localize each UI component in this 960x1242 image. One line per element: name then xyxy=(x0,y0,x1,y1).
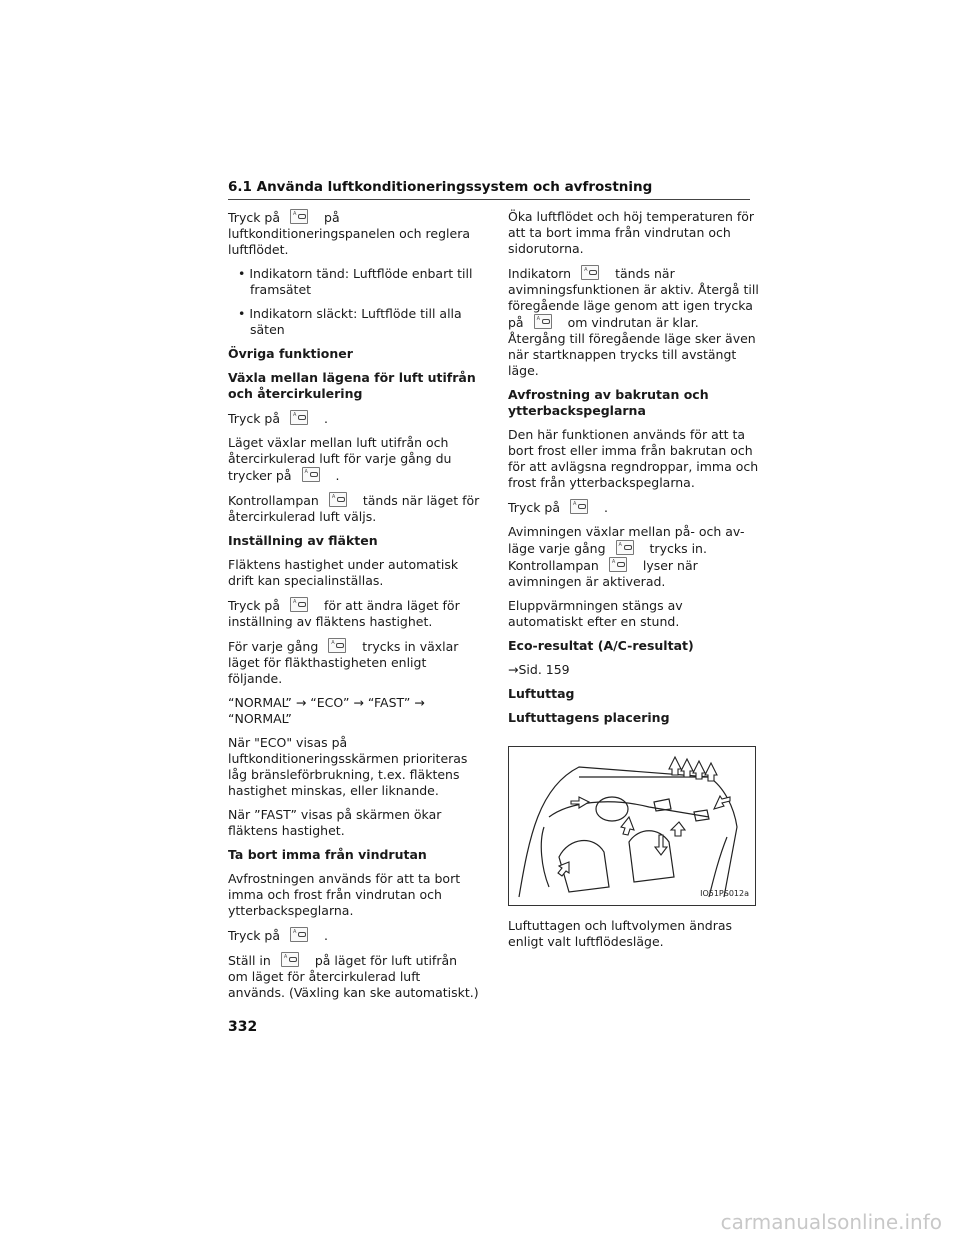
text: Läget växlar mellan luft utifrån och återcirkulerad luft för varje gång du trycker på xyxy=(228,435,452,483)
recirculation-button-icon xyxy=(302,467,320,482)
text: trycks in växlar läget för fläkthastigheten enligt följande. xyxy=(228,639,459,686)
text: Tryck på xyxy=(508,500,561,515)
text: . xyxy=(604,500,608,515)
rear-defrost-button-icon xyxy=(616,540,634,555)
heading: Övriga funktioner xyxy=(228,346,353,361)
text: på luftkonditioneringspanelen och reglera luftflödet. xyxy=(228,210,470,257)
text: För varje gång xyxy=(228,639,319,654)
heading: Luftuttagens placering xyxy=(508,710,670,725)
heading: Eco-resultat (A/C-resultat) xyxy=(508,638,694,653)
text: tänds när läget för återcirkulerad luft väljs. xyxy=(228,493,480,524)
text: Tryck på xyxy=(228,598,281,613)
text: trycks in. Kontrollampan xyxy=(508,541,707,573)
page-number: 332 xyxy=(228,1019,258,1035)
paragraph xyxy=(228,435,480,484)
paragraph xyxy=(228,638,480,687)
rear-defrost-indicator-icon xyxy=(609,557,627,572)
car-interior-drawing xyxy=(509,747,755,905)
paragraph xyxy=(508,524,760,590)
text: Avimningen växlar mellan på- och av-läge varje gång xyxy=(508,524,745,556)
fan-speed-button-icon xyxy=(328,638,346,653)
vent-location-illustration xyxy=(508,746,756,906)
list-item: • Indikatorn tänd: Luftflöde enbart till framsätet xyxy=(238,266,473,297)
heading: Inställning av fläkten xyxy=(228,533,378,548)
fan-speed-button-icon xyxy=(290,597,308,612)
figure-code: IO51PS012a xyxy=(700,889,749,898)
paragraph xyxy=(228,410,480,427)
paragraph: Fläktens hastighet under automatisk drift kan specialinställas. xyxy=(228,557,459,588)
text: Tryck på xyxy=(228,210,281,225)
recirculation-indicator-icon xyxy=(329,492,347,507)
airflow-button-icon xyxy=(290,209,308,224)
paragraph xyxy=(228,597,480,630)
paragraph xyxy=(228,927,480,944)
text: Indikatorn xyxy=(508,266,572,281)
section-header: 6.1 Använda luftkonditioneringssystem och avfrostning xyxy=(228,179,750,200)
rear-defrost-button-icon xyxy=(570,499,588,514)
windshield-defrost-button-icon xyxy=(290,927,308,942)
paragraph: →Sid. 159 xyxy=(508,662,570,677)
right-column xyxy=(508,209,760,958)
watermark: carmanualsonline.info xyxy=(720,1210,942,1234)
text: tänds när avimningsfunktionen är aktiv. Återgå till föregående läge genom att igen trycka på xyxy=(508,266,759,330)
paragraph: Eluppvärmningen stängs av automatiskt efter en stund. xyxy=(508,598,683,629)
recirculation-button-icon xyxy=(281,952,299,967)
windshield-defrost-button-icon xyxy=(534,314,552,329)
text: . xyxy=(335,468,340,483)
paragraph: Den här funktionen används för att ta bort frost eller imma från bakrutan och för att avlägsna regndroppar, imma och frost från ytterbackspeglarna. xyxy=(508,427,759,490)
paragraph xyxy=(228,952,480,1001)
left-column xyxy=(228,209,480,1009)
paragraph: Öka luftflödet och höj temperaturen för att ta bort imma från vindrutan och sidorutorna. xyxy=(508,209,755,256)
paragraph: “NORMAL” → “ECO” → “FAST” → “NORMAL” xyxy=(228,695,425,726)
text: Ställ in xyxy=(228,953,271,968)
paragraph xyxy=(228,209,480,258)
recirculation-button-icon xyxy=(290,410,308,425)
text: lyser när avimningen är aktiverad. xyxy=(508,558,698,589)
text: Tryck på xyxy=(228,928,281,943)
paragraph: Avfrostningen används för att ta bort imma och frost från vindrutan och ytterbackspeglarna. xyxy=(228,871,461,918)
heading: Luftuttag xyxy=(508,686,575,701)
paragraph: Luftuttagen och luftvolymen ändras enligt valt luftflödesläge. xyxy=(508,918,733,949)
heading: Avfrostning av bakrutan och ytterbackspeglarna xyxy=(508,387,709,418)
text: Kontrollampan xyxy=(228,493,319,508)
paragraph xyxy=(228,492,480,525)
text: . xyxy=(324,411,328,426)
text: Tryck på xyxy=(228,411,281,426)
text: på läget för luft utifrån om läget för återcirkulerad luft används. (Växling kan ske automatiskt.) xyxy=(228,953,479,1000)
paragraph: När "ECO" visas på luftkonditioneringsskärmen prioriteras låg bränsleförbrukning, t.ex. fläktens hastighet minskas, eller liknande. xyxy=(228,735,468,798)
text: om vindrutan är klar. Återgång till föregående läge sker även när startknappen trycks till avstängt läge. xyxy=(508,315,756,378)
list-item: • Indikatorn släckt: Luftflöde till alla säten xyxy=(238,306,462,337)
text: för att ändra läget för inställning av fläktens hastighet. xyxy=(228,598,460,629)
heading: Växla mellan lägena för luft utifrån och återcirkulering xyxy=(228,370,476,401)
windshield-defrost-indicator-icon xyxy=(581,265,599,280)
paragraph: När ”FAST” visas på skärmen ökar fläktens hastighet. xyxy=(228,807,442,838)
text: . xyxy=(324,928,328,943)
paragraph xyxy=(508,265,760,379)
heading: Ta bort imma från vindrutan xyxy=(228,847,427,862)
paragraph xyxy=(508,499,760,516)
